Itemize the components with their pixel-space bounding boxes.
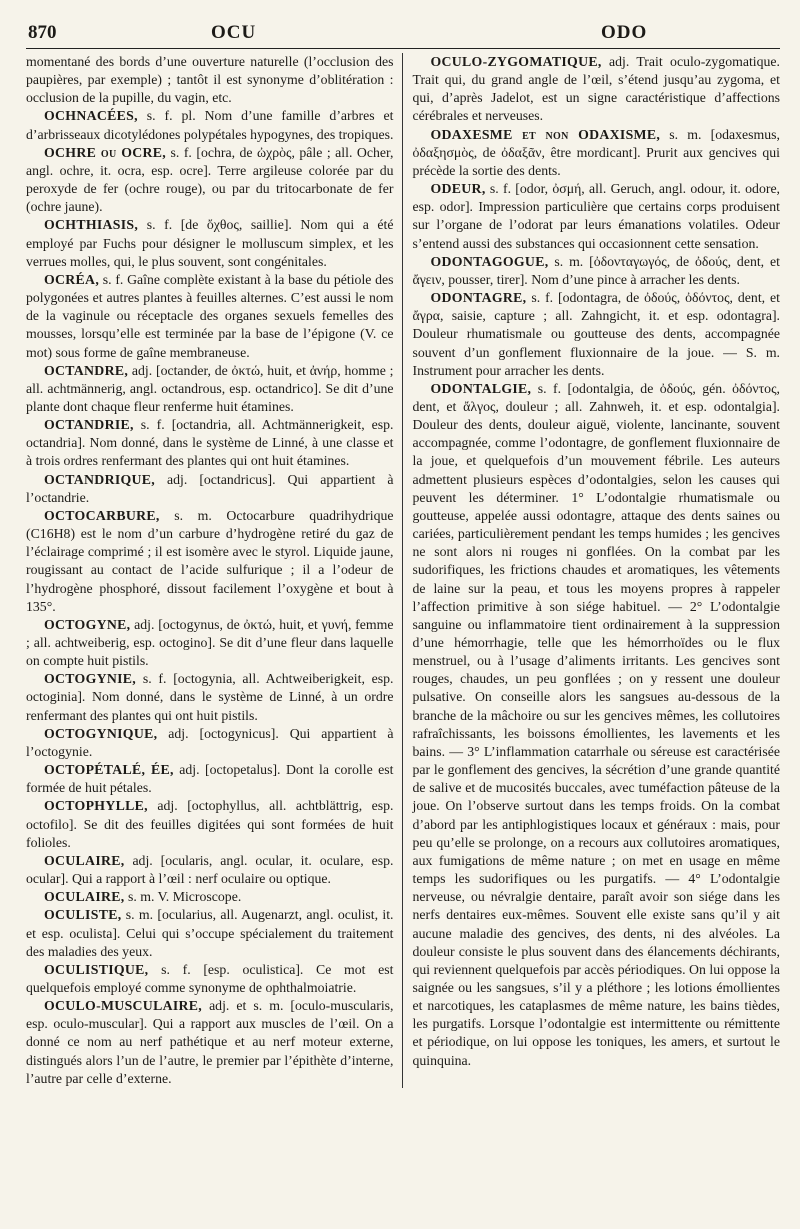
entry-headword: OCHTHIASIS, — [44, 217, 139, 233]
entry-text: s. f. [ochra, de ὠχρὸς, pâle ; all. Ocher, angl. ochre, it. ocra, esp. ocre]. Terre argileuse colorée par du peroxyde de fer (ochre rouge), ou par du tritocarbonate de fer (ochre jaune). — [26, 144, 394, 215]
entry-text: adj. [octogynus, de ὀκτώ, huit, et γυνή, femme ; all. achtweiberig, esp. octogino]. Se dit d’une fleur dans laquelle on compte huit pistils. — [26, 616, 394, 669]
entry-headword: OCTANDRE, — [44, 362, 129, 378]
entry-text: s. f. [esp. oculistica]. Ce mot est quelquefois employé comme synonyme de ophthalmoiatrie. — [26, 961, 394, 995]
dictionary-entry — [413, 180, 781, 253]
two-column-body — [26, 53, 780, 1088]
left-running-head: OCU — [211, 22, 257, 43]
entry-headword: OCTANDRIQUE, — [44, 471, 156, 487]
entry-headword: OCULISTE, — [44, 907, 122, 923]
entry-text: s. f. [de ὄχθος, saillie]. Nom qui a été employé par Fuchs pour désigner le molluscum simplex, et les verrues molles, qui, le plus souvent, sont congénitales. — [26, 217, 394, 269]
dictionary-entry — [26, 906, 394, 960]
entry-text: s. m. V. Microscope. — [127, 889, 242, 905]
entry-headword: OCTOPHYLLE, — [44, 798, 148, 814]
entry-headword: ODAXESME et non ODAXISME, — [430, 126, 661, 142]
entry-headword: ODONTAGOGUE, — [430, 253, 549, 269]
dictionary-entry — [26, 761, 394, 797]
entry-text: s. f. [odor, ὀσμή, all. Geruch, angl. odour, it. odore, esp. odor]. Impression particulière que certains corps produisent sur l’organe de l’odorat par leurs émanations volatiles. Odeur s’entend aussi des substances qui occasionnent cette sensation. — [412, 181, 781, 251]
dictionary-entry — [26, 997, 394, 1088]
entry-headword: ODONTAGRE, — [430, 290, 527, 306]
dictionary-entry — [413, 126, 781, 180]
entry-headword: OCULO-ZYGOMATIQUE, — [430, 54, 602, 69]
entry-headword: OCULO-MUSCULAIRE, — [44, 998, 203, 1014]
entry-text: s. f. [odontagra, de ὀδούς, ὀδόντος, dent, et ἄγρα, saisie, capture ; all. Zahngicht, it. et esp. odontagra]. Douleur rhumatismale ou goutteuse des dents, accompagnée souvent d’un gonflement fluxionnaire de la joue. — S. m. Instrument pour arracher les dents. — [412, 290, 780, 378]
dictionary-entry — [26, 797, 394, 851]
entry-text: s. m. Octocarbure quadrihydrique (C16H8) est le nom d’un carbure d’hydrogène retiré du gaz de l’éclairage comprimé ; il est isomère avec le styrol. Liquide jaune, rougissant au contact de l’acide sulfurique ; il a l’odeur de l’hydrogène phosphoré, dissout facilement l’oxygène et bout à 135°. — [26, 507, 394, 614]
entry-headword: OCTOGYNIQUE, — [44, 725, 158, 741]
entry-headword: OCHNACÉES, — [44, 108, 138, 124]
entry-headword: OCTOGYNIE, — [44, 671, 137, 687]
page-header — [26, 20, 780, 49]
dictionary-entry — [26, 216, 394, 270]
entry-text: adj. [octogynicus]. Qui appartient à l’octogynie. — [26, 725, 394, 759]
dictionary-entry — [26, 362, 394, 416]
dictionary-entry — [413, 53, 781, 126]
right-column — [402, 53, 781, 1088]
right-running-head: ODO — [601, 22, 648, 43]
dictionary-entry — [26, 852, 394, 888]
entry-text: s. m. [odaxesmus, ὀδαξησμὸς, de ὀδαξᾶν, être mordicant]. Prurit aux gencives qui précède la sortie des dents. — [412, 126, 780, 178]
entry-headword: OCRÉA, — [44, 271, 100, 287]
dictionary-entry — [413, 289, 781, 380]
entry-text: adj. [ocularis, angl. ocular, it. oculare, esp. ocular]. Qui a rapport à l’œil : nerf oculaire ou optique. — [26, 852, 394, 887]
entry-text: s. f. Gaîne complète existant à la base du pétiole des polygonées et autres plantes à feuilles alternes. C’est aussi le nom de la vaginule ou réceptacle des organes sexuels femelles des mousses, lorsqu’elle est terminée par la base de l’épigone (V. ce mot) sous forme de gaîne membraneuse. — [26, 271, 394, 360]
entry-text: adj. [octopetalus]. Dont la corolle est formée de huit pétales. — [26, 762, 394, 796]
entry-text: s. f. [odontalgia, de ὀδούς, gén. ὀδόντος, dent, et ἄλγος, douleur ; all. Zahnweh, it. et esp. odontalgia]. Douleur des dents, douleur aiguë, violente, lancinante, souvent accompagnée, comme l’odontagre, de gonflement fluxionnaire de la joue, et quelquefois d’un mouvement fébrile. Les auteurs admettent plusieurs espèces d’odontalgies, selon les causes qui peuvent les déterminer. 1° L’odontalgie rhumatismale ou goutteuse, appelée aussi odontagre, attaque des dents saines ou cariées, particulièrement pendant les temps humides ; les gencives ne sont alors ni rouges ni gonflées. On la combat par les sudorifiques, les frictions chaudes et aromatiques, les vêtements de laine sur la peau, et tous les moyens propres à rappeler l’affection primitive à son siége habituel. — 2° L’odontalgie sanguine ou inflammatoire tient ordinairement à la suppression d’une hémorrhagie, telle que les hémorrhoïdes ou le flux menstruel, ou à l’usage d’aliments irritants. Les gencives sont rouges, chaudes, un peu gonflées ; on y ressent une douleur pulsative. On conseille alors les sangsues au-dessous de la branche de la mâchoire ou sur les gencives mêmes, les collutoires rafraîchissants, les boissons émollientes, les lavements et les bains. — 3° L’inflammation catarrhale ou séreuse est caractérisée par le gonflement des gencives, la sécrétion d’une grande quantité de salive et de mucosités buccales, avec tuméfaction pâteuse de la joue. On l’observe surtout dans les temps froids. On la combat d’abord par les antiphlogistiques locaux et généraux : mais, pour peu qu’elle se prolonge, on a recours aux collutoires aromatiques, aux fumigations de même nature ; on met en usage en même temps les sudorifiques ou les purgatifs. — 4° L’odontalgie nerveuse, ou névralgie dentaire, paraît avoir son siége dans les nerfs dentaires eux-mêmes. Souvent elle existe sans qu’il y ait aucune maladie des gencives, des dents, ni des alvéoles. La douleur consiste le plus souvent dans des élancements déchirants, qui reviennent quelquefois par accès périodiques. On lui oppose la saignée ou les sangsues, s’il y a pléthore ; les lotions émollientes et narcotiques, les cataplasmes de même nature, les bains tièdes, les purgatifs. Lorsque l’odontalgie est intermittente ou rémittente et périodique, on lui oppose les toniques, les amers, et surtout le quinquina. — [412, 380, 780, 1068]
dictionary-entry — [26, 888, 394, 906]
entry-headword: OCTOCARBURE, — [44, 507, 160, 523]
entry-headword: OCHRE ou OCRE, — [44, 144, 167, 160]
entry-text: s. f. [octandria, all. Achtmännerigkeit, esp. octandria]. Nom donné, dans le système de Linné, à une classe et à trois ordres renfermant des plantes qui ont huit étamines. — [26, 417, 394, 469]
entry-text: s. f. [octogynia, all. Achtweiberigkeit, esp. octoginia]. Nom donné, dans le système de Linné, à un ordre renfermant des plantes qui ont huit pistils. — [26, 671, 394, 723]
dictionary-entry — [26, 507, 394, 616]
entry-headword: ODONTALGIE, — [430, 380, 532, 396]
entry-headword: OCTOPÉTALÉ, ÉE, — [44, 762, 174, 778]
entry-headword: OCULAIRE, — [44, 852, 125, 868]
entry-headword: OCULISTIQUE, — [44, 961, 149, 977]
dictionary-entry — [413, 380, 781, 1070]
entry-text: s. m. [ὀδονταγωγός, de ὀδούς, dent, et ἄγειν, pousser, tirer]. Nom d’une pince à arracher les dents. — [412, 253, 780, 287]
dictionary-entry — [26, 416, 394, 470]
left-column — [26, 53, 402, 1088]
dictionary-entry — [26, 670, 394, 724]
dictionary-entry — [26, 107, 394, 143]
entry-text: adj. [octander, de ὀκτώ, huit, et ἀνήρ, homme ; all. achtmännerig, angl. octandrous, esp. octandrico]. Se dit d’une plante dont chaque fleur renferme huit étamines. — [26, 362, 394, 414]
dictionary-entry — [26, 725, 394, 761]
entry-headword: OCTOGYNE, — [44, 616, 131, 632]
dictionary-entry — [26, 271, 394, 362]
dictionary-entry — [413, 253, 781, 289]
entry-headword: ODEUR, — [430, 181, 486, 197]
dictionary-entry: momentané des bords d’une ouverture naturelle (l’occlusion des paupières, par exemple) ; tantôt il est synonyme d’oblitération : occlusion de la pupille, du vagin, etc. — [26, 54, 394, 106]
page-number: 870 — [28, 22, 57, 43]
entry-text: adj. Trait oculo-zygomatique. Trait qui, du grand angle de l’œil, s’étend jusqu’au zygoma, et qui, d’après Jadelot, est un signe caractéristique d’affections cérébrales et nerveuses. — [412, 54, 780, 124]
entry-text: s. m. [ocularius, all. Augenarzt, angl. oculist, it. et esp. oculista]. Celui qui s’occupe spécialement du traitement des maladies des yeux. — [26, 907, 394, 959]
entry-headword: OCTANDRIE, — [44, 417, 134, 433]
dictionary-entry — [26, 616, 394, 670]
entry-headword: OCULAIRE, — [44, 889, 125, 905]
dictionary-entry — [26, 144, 394, 217]
dictionary-entry — [26, 961, 394, 997]
entry-text: adj. et s. m. [oculo-muscularis, esp. oculo-muscular]. Qui a rapport aux muscles de l’œil. On a donné ce nom au nerf pathétique et au nerf moteur externe, distingués alors l’un de l’autre, le premier par l’épithète d’interne, l’autre par celle d’externe. — [26, 998, 394, 1086]
dictionary-entry — [26, 471, 394, 507]
entry-text: adj. [octophyllus, all. achtblättrig, esp. octofilo]. Se dit des feuilles digitées qui sont formées de huit folioles. — [26, 798, 394, 850]
entry-text: s. f. pl. Nom d’une famille d’arbres et d’arbrisseaux dicotylédones polypétales hypogynes, des tropiques. — [26, 108, 394, 142]
entry-text: adj. [octandricus]. Qui appartient à l’octandrie. — [26, 471, 394, 505]
